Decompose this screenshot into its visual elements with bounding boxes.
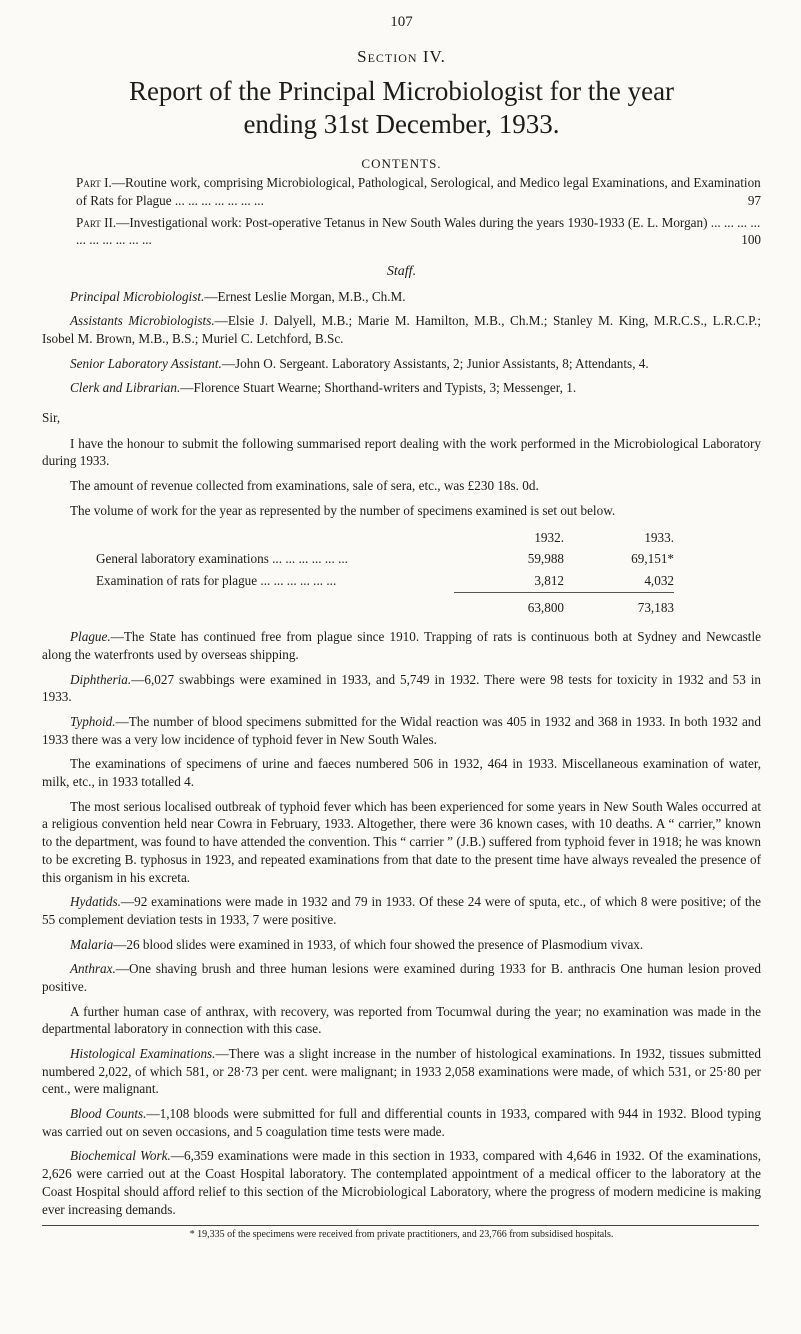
paragraph-heading: Histological Examinations. bbox=[70, 1046, 216, 1062]
contents-page: 100 bbox=[741, 232, 761, 248]
report-paragraph bbox=[42, 1147, 761, 1218]
paragraph-text: —1,108 bloods were submitted for full and differential counts in 1933, compared with 944 in 1932. Blood typing was carried out on seven occasions, and 5 coagulation time tests were made. bbox=[42, 1106, 761, 1139]
title-line-2: ending 31st December, 1933. bbox=[243, 108, 560, 139]
staff-assistants bbox=[42, 312, 761, 347]
report-paragraph bbox=[42, 755, 761, 790]
report-paragraph bbox=[42, 628, 761, 663]
paragraph-text: A further human case of anthrax, with recovery, was reported from Tocumwal during the year; no examination was made in the departmental laboratory in connection with this case. bbox=[42, 1003, 761, 1037]
table-header-row bbox=[96, 527, 674, 549]
staff-senior bbox=[42, 355, 761, 373]
paragraph-text: —26 blood slides were examined in 1933, of which four showed the presence of Plasmodium vivax. bbox=[113, 936, 644, 952]
report-paragraph bbox=[42, 798, 761, 886]
paragraph-heading: Anthrax. bbox=[70, 961, 116, 977]
contents-label: Part I. bbox=[76, 175, 112, 191]
footnote: * 19,335 of the specimens were received from private practitioners, and 23,766 from subsidised hospitals. bbox=[189, 1229, 614, 1241]
table-cell: Examination of rats for plague ... ... ... ... ... ... bbox=[96, 573, 337, 589]
report-paragraph bbox=[42, 713, 761, 748]
staff-label: Principal Microbiologist. bbox=[70, 288, 205, 304]
table-row bbox=[96, 570, 674, 592]
staff-heading: Staff. bbox=[386, 263, 417, 279]
paragraph-heading: Plague. bbox=[70, 629, 111, 645]
report-sections bbox=[42, 628, 761, 1218]
paragraph-heading: Malaria bbox=[70, 936, 114, 952]
staff-text: —Florence Stuart Wearne; Shorthand-writers and Typists, 3; Messenger, 1. bbox=[180, 380, 577, 396]
table-row bbox=[96, 548, 674, 570]
report-paragraph bbox=[42, 936, 761, 954]
report-paragraph bbox=[42, 1105, 761, 1140]
staff-clerk bbox=[42, 379, 761, 397]
table-total-row bbox=[96, 592, 674, 618]
table-cell: 69,151* bbox=[631, 551, 674, 567]
footnote-rule bbox=[42, 1225, 759, 1226]
contents-text: —Routine work, comprising Microbiological, Pathological, Serological, and Medico legal Examinations, and Examination of Rats for Plague ... ... ... ... ... ... ... bbox=[76, 175, 761, 208]
report-paragraph bbox=[42, 960, 761, 995]
paragraph-text: The most serious localised outbreak of typhoid fever which has been experienced for some years in New South Wales occurred at a religious convention held near Cowra in February, 1933. Altogether, there were 36 known cases, with 10 deaths. A “ carrier,” known to the department, was found to have attended the convention. This “ carrier ” (J.B.) suffered from typhoid fever in 1918; he was known to be excreting B. typhosus in 1923, and repeated examinations from that date to the present time have always revealed the presence of this organism in his excreta. bbox=[42, 798, 761, 885]
paragraph-text: —92 examinations were made in 1932 and 79 in 1933. Of these 24 were of sputa, etc., of which 8 were positive; of the 55 complement deviation tests in 1933, 7 were positive. bbox=[42, 894, 761, 927]
table-header: 1933. bbox=[644, 529, 674, 545]
staff-label: Assistants Microbiologists. bbox=[70, 313, 215, 329]
contents-heading: CONTENTS. bbox=[361, 155, 442, 171]
report-paragraph bbox=[42, 1003, 761, 1038]
table-cell: 59,988 bbox=[527, 551, 564, 567]
staff-text: —Ernest Leslie Morgan, M.B., Ch.M. bbox=[204, 288, 406, 304]
staff-text: —Elsie J. Dalyell, M.B.; Marie M. Hamilton, M.B., Ch.M.; Stanley M. King, M.R.C.S., L.R.C.P.; Isobel M. Brown, M.B., B.S.; Muriel C. Letchford, B.Sc. bbox=[42, 313, 761, 347]
intro-paragraph: I have the honour to submit the following summarised report dealing with the work performed in the Microbiological Laboratory during 1933. bbox=[42, 435, 761, 469]
table-total: 73,183 bbox=[564, 592, 674, 618]
intro-paragraph: The volume of work for the year as represented by the number of specimens examined is set out below. bbox=[70, 502, 616, 518]
report-title bbox=[42, 75, 761, 141]
page-number: 107 bbox=[390, 14, 413, 30]
paragraph-heading: Blood Counts. bbox=[70, 1106, 147, 1122]
report-paragraph bbox=[42, 1045, 761, 1098]
report-paragraph bbox=[42, 893, 761, 928]
paragraph-heading: Typhoid. bbox=[70, 714, 116, 730]
table-cell: 4,032 bbox=[644, 572, 674, 588]
contents-text: —Investigational work: Post-operative Tetanus in New South Wales during the years 1930-1933 (E. L. Morgan) ... ... ... ... ... ... ... ... ... ... bbox=[76, 214, 761, 248]
volume-table bbox=[96, 527, 674, 619]
staff-label: Senior Laboratory Assistant. bbox=[70, 355, 222, 371]
table-header: 1932. bbox=[534, 529, 564, 545]
table-cell: General laboratory examinations ... ... ... ... ... ... bbox=[96, 551, 348, 567]
paragraph-text: —One shaving brush and three human lesions were examined during 1933 for B. anthracis One human lesion proved positive. bbox=[42, 961, 761, 994]
paragraph-text: —The State has continued free from plague since 1910. Trapping of rats is continuous both at Sydney and Newcastle along the waterfronts used by overseas shipping. bbox=[42, 629, 761, 662]
report-paragraph bbox=[42, 671, 761, 706]
paragraph-text: —6,359 examinations were made in this section in 1933, compared with 4,646 in 1932. Of the examinations, 2,626 were carried out at the Coast Hospital laboratory. The contemplated appointment of a medical officer to the laboratory at the Coast Hospital should afford relief to this section of the Microbiological Laboratory, where the progress of modern medicine is making ever increasing demands. bbox=[42, 1148, 761, 1217]
table-total: 63,800 bbox=[454, 592, 564, 618]
paragraph-text: The examinations of specimens of urine and faeces numbered 506 in 1932, 464 in 1933. Miscellaneous examination of water, milk, etc., in 1933 totalled 4. bbox=[42, 756, 761, 790]
paragraph-text: —The number of blood specimens submitted for the Widal reaction was 405 in 1932 and 368 in 1933. In both 1932 and 1933 there was a very low incidence of typhoid fever in New South Wales. bbox=[42, 714, 761, 747]
paragraph-heading: Biochemical Work. bbox=[70, 1148, 171, 1164]
salutation: Sir, bbox=[42, 410, 61, 426]
contents-item-part-1 bbox=[42, 174, 761, 209]
contents-page: 97 bbox=[747, 192, 761, 208]
section-heading: Section IV. bbox=[357, 47, 446, 67]
staff-label: Clerk and Librarian. bbox=[70, 380, 181, 396]
staff-text: —John O. Sergeant. Laboratory Assistants, 2; Junior Assistants, 8; Attendants, 4. bbox=[221, 355, 649, 371]
paragraph-heading: Diphtheria. bbox=[70, 671, 132, 687]
title-line-1: Report of the Principal Microbiologist for the year bbox=[128, 75, 675, 106]
paragraph-text: —There was a slight increase in the number of histological examinations. In 1932, tissues submitted numbered 2,022, of which 581, or 28·73 per cent. were malignant; in 1933 2,058 examinations were made, of which 531, or 25·80 per cent., were malignant. bbox=[42, 1046, 761, 1097]
intro-paragraph: The amount of revenue collected from examinations, sale of sera, etc., was £230 18s. 0d. bbox=[70, 478, 539, 494]
paragraph-heading: Hydatids. bbox=[70, 894, 121, 910]
table-cell: 3,812 bbox=[534, 572, 564, 588]
paragraph-text: —6,027 swabbings were examined in 1933, and 5,749 in 1932. There were 98 tests for toxicity in 1932 and 53 in 1933. bbox=[42, 671, 761, 705]
contents-label: Part II. bbox=[76, 214, 117, 230]
contents-item-part-2 bbox=[42, 214, 761, 249]
staff-principal bbox=[42, 288, 761, 306]
